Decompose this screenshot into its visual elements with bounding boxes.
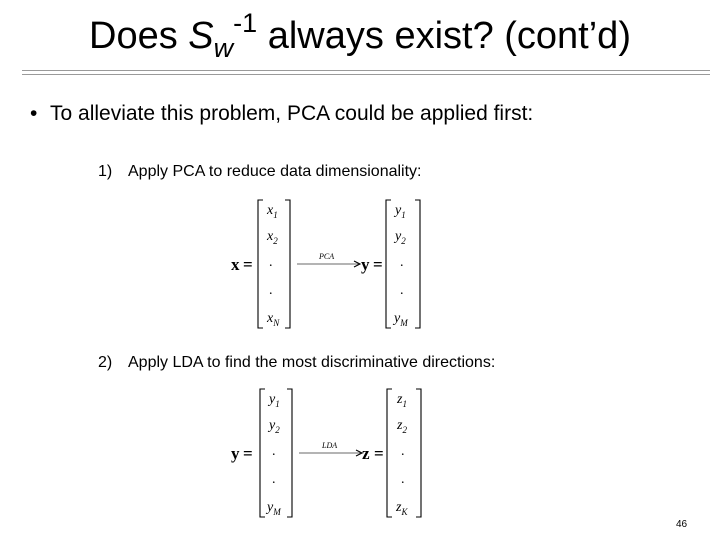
slide-title xyxy=(0,8,720,64)
bullet-text: To alleviate this problem, PCA could be applied first: xyxy=(50,102,534,125)
bullet-item xyxy=(30,102,533,126)
eq2-left-vector-entry-m: $y_M$ xyxy=(267,500,281,517)
eq2-right-vector-dot-1: . xyxy=(401,444,405,459)
eq1-lhs: x xyxy=(231,255,240,274)
title-rule-top xyxy=(22,70,710,71)
step-1-number: 1) xyxy=(98,163,113,180)
step-2-text: Apply LDA to find the most discriminative directions: xyxy=(128,354,496,371)
eq2-left-bracket-close xyxy=(287,389,292,517)
equation-lda xyxy=(227,385,437,521)
title-before: Does xyxy=(89,15,189,57)
eq2-lhs: y xyxy=(231,444,240,463)
eq1-right-vector-entry-2: $y_2$ xyxy=(395,229,406,246)
title-rule-bottom xyxy=(22,74,710,75)
eq1-right-vector-entry-1: $y_1$ xyxy=(395,203,406,220)
step-2 xyxy=(98,354,495,372)
eq1-left-vector-entry-n: $x_N$ xyxy=(267,311,280,328)
bullet-marker: • xyxy=(30,102,38,125)
eq2-rhs: z xyxy=(362,444,370,463)
eq2-right-vector-entry-1: $z_1$ xyxy=(397,392,407,409)
eq1-right-bracket-close xyxy=(415,200,420,328)
eq1-left-vector-entry-2: $x_2$ xyxy=(267,229,278,246)
eq1-lhs-equals: = xyxy=(243,255,253,274)
eq2-right-bracket-close xyxy=(416,389,421,517)
eq1-right-vector-dot-2: . xyxy=(400,283,404,298)
eq2-lhs-equals: = xyxy=(243,444,253,463)
eq2-right-vector-entry-k: $z_K$ xyxy=(396,500,408,517)
eq2-left-vector-entry-1: $y_1$ xyxy=(269,392,280,409)
eq1-right-bracket-open xyxy=(386,200,391,328)
eq1-left-vector-dot-2: . xyxy=(269,283,273,298)
title-subscript: w xyxy=(213,33,234,63)
eq2-left-vector-dot-1: . xyxy=(272,444,276,459)
eq2-right-vector-entry-2: $z_2$ xyxy=(397,418,407,435)
equation-pca xyxy=(225,196,435,332)
eq2-right-bracket-open xyxy=(387,389,392,517)
eq2-left-vector-dot-2: . xyxy=(272,472,276,487)
page-number: 46 xyxy=(676,519,688,530)
eq1-right-vector-entry-m: $y_M$ xyxy=(394,311,408,328)
eq1-left-bracket-open xyxy=(258,200,263,328)
step-1 xyxy=(98,163,422,181)
eq1-left-vector-entry-1: $x_1$ xyxy=(267,203,278,220)
eq1-rhs: y xyxy=(361,255,370,274)
title-after: always exist? (cont’d) xyxy=(257,15,631,57)
eq2-left-bracket-open xyxy=(260,389,265,517)
title-symbol: S xyxy=(188,15,214,57)
eq1-rhs-equals: = xyxy=(373,255,383,274)
step-1-text: Apply PCA to reduce data dimensionality: xyxy=(128,163,422,180)
eq2-left-vector-entry-2: $y_2$ xyxy=(269,418,280,435)
title-superscript: -1 xyxy=(233,8,258,38)
step-2-number: 2) xyxy=(98,354,113,371)
eq2-arrow-label: LDA xyxy=(322,441,338,450)
eq2-rhs-equals: = xyxy=(374,444,384,463)
eq1-arrow-label: PCA xyxy=(319,252,335,261)
eq1-right-vector-dot-1: . xyxy=(400,255,404,270)
eq1-left-vector-dot-1: . xyxy=(269,255,273,270)
eq2-right-vector-dot-2: . xyxy=(401,472,405,487)
eq1-left-bracket-close xyxy=(285,200,290,328)
